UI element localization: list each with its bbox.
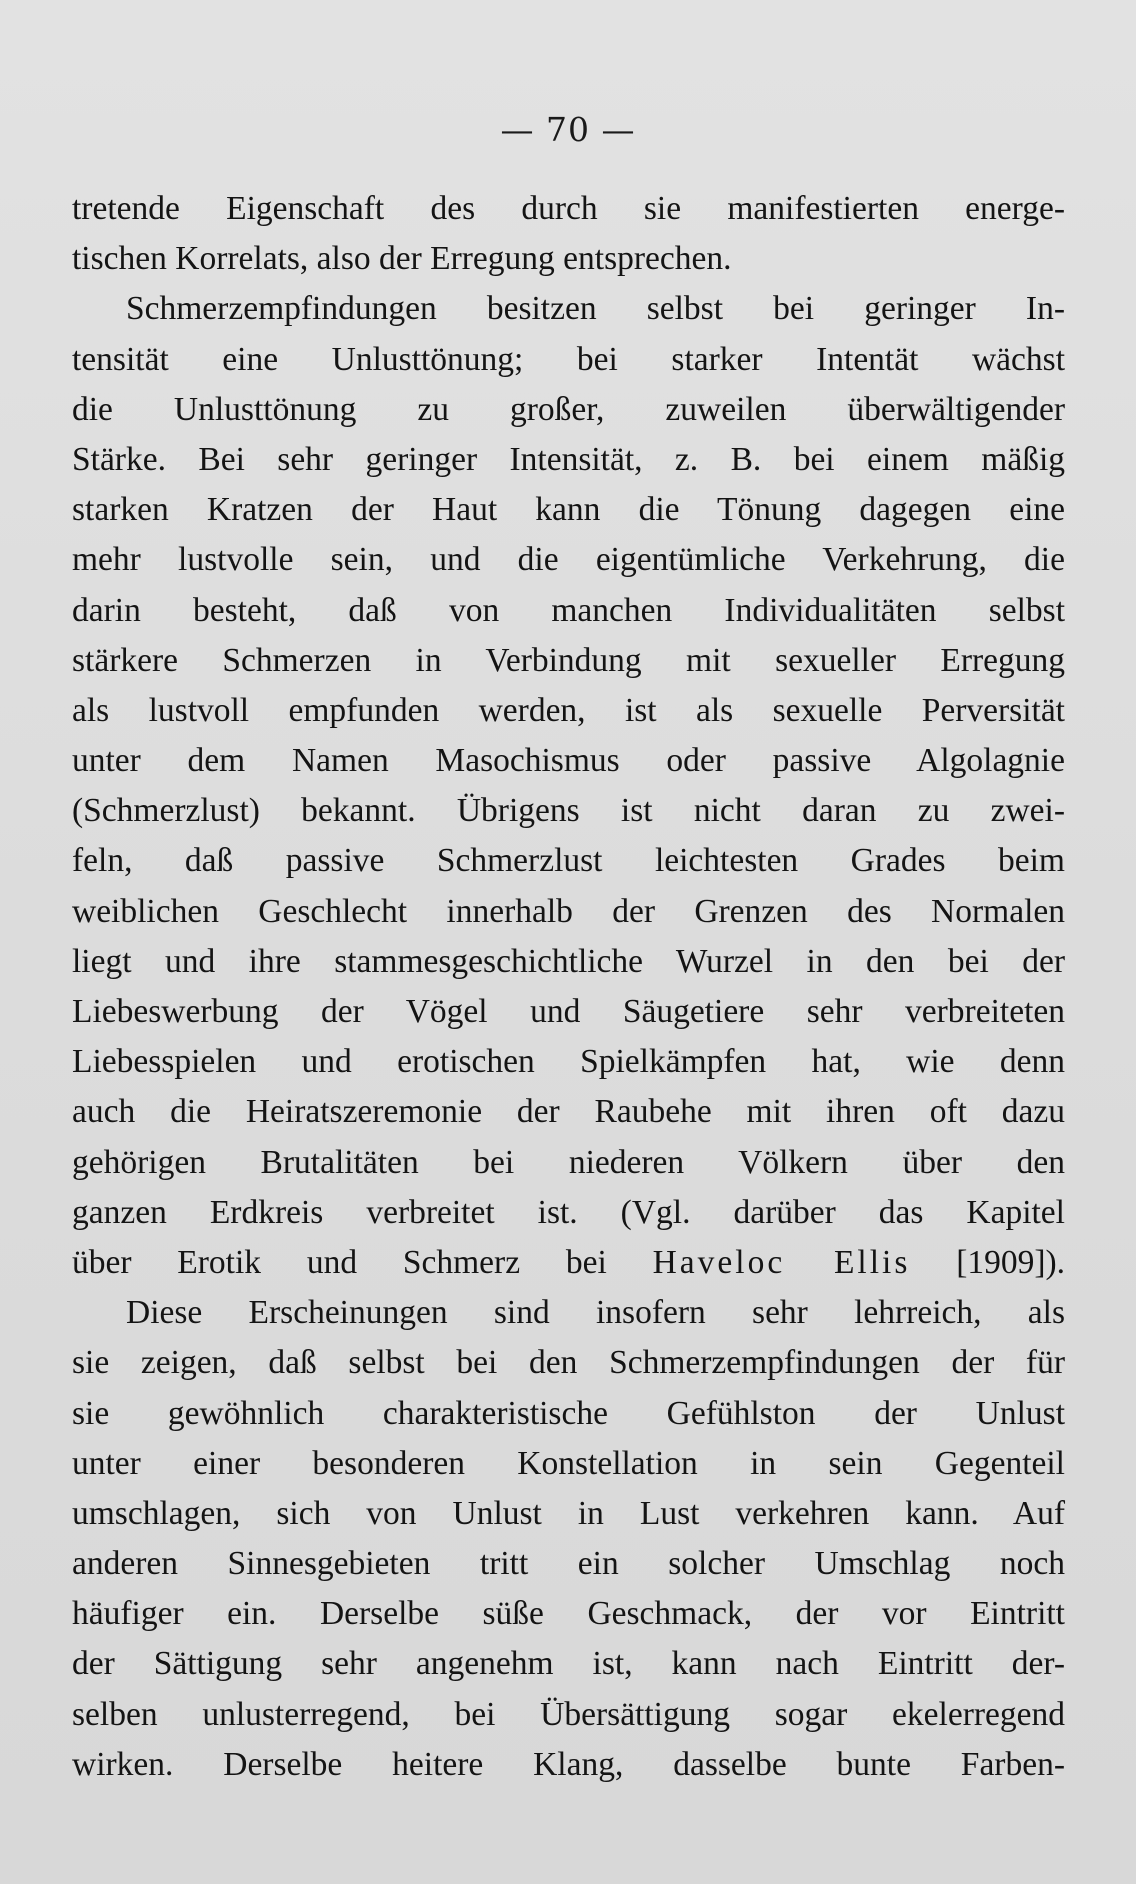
text-line: stärkere Schmerzen in Verbindung mit sexueller Erregung — [72, 641, 1065, 679]
citation-year: [1909]). — [956, 1243, 1066, 1281]
text-line: die Unlusttönung zu großer, zuweilen überwältigender — [72, 390, 1065, 428]
text-line: sie gewöhnlich charakteristische Gefühlston der Unlust — [72, 1394, 1065, 1432]
page-number: — 70 — — [500, 110, 636, 149]
text-line: starken Kratzen der Haut kann die Tönung dagegen eine — [72, 491, 1065, 529]
text-line: umschlagen, sich von Unlust in Lust verkehren kann. Auf — [72, 1494, 1065, 1532]
text-line: auch die Heiratszeremonie der Raubehe mit ihren oft dazu — [72, 1093, 1065, 1131]
text-line: unter dem Namen Masochismus oder passive Algolagnie — [72, 742, 1065, 780]
paragraph-first-line: Diese Erscheinungen sind insofern sehr lehrreich, als — [126, 1294, 1065, 1332]
text-line: tensität eine Unlusttönung; bei starker Intentät wächst — [72, 340, 1065, 378]
paragraph-first-line: Schmerzempfindungen besitzen selbst bei geringer In- — [126, 290, 1065, 328]
body-text — [72, 184, 1065, 1790]
text-line: gehörigen Brutalitäten bei niederen Völkern über den — [72, 1143, 1065, 1181]
text-line: Liebeswerbung der Vögel und Säugetiere sehr verbreiteten — [72, 993, 1065, 1030]
text-line: tretende Eigenschaft des durch sie manifestierten energe- — [72, 190, 1065, 227]
text-line: (Schmerzlust) bekannt. Übrigens ist nicht daran zu zwei- — [72, 792, 1065, 830]
text-line: unter einer besonderen Konstellation in sein Gegenteil — [72, 1444, 1065, 1482]
text-line: als lustvoll empfunden werden, ist als sexuelle Perversität — [72, 691, 1065, 729]
text-line: weiblichen Geschlecht innerhalb der Grenzen des Normalen — [72, 892, 1065, 930]
text-line: Liebesspielen und erotischen Spielkämpfen hat, wie denn — [72, 1043, 1065, 1081]
text-line: tischen Korrelats, also der Erregung entsprechen. — [72, 240, 732, 278]
text-line: selben unlusterregend, bei Übersättigung sogar ekelerregend — [72, 1695, 1065, 1733]
text-line: anderen Sinnesgebieten tritt ein solcher Umschlag noch — [72, 1545, 1065, 1583]
text-line: der Sättigung sehr angenehm ist, kann nach Eintritt der- — [72, 1645, 1065, 1683]
text-line: ganzen Erdkreis verbreitet ist. (Vgl. darüber das Kapitel — [72, 1193, 1065, 1231]
text-line: mehr lustvolle sein, und die eigentümliche Verkehrung, die — [72, 541, 1065, 579]
text-line: häufiger ein. Derselbe süße Geschmack, der vor Eintritt — [72, 1595, 1065, 1633]
text-line: wirken. Derselbe heitere Klang, dasselbe bunte Farben- — [72, 1745, 1065, 1783]
citation-line — [72, 1238, 1065, 1288]
text-line: darin besteht, daß von manchen Individualitäten selbst — [72, 591, 1065, 629]
citation-author: Haveloc Ellis — [652, 1243, 911, 1281]
text-line: Stärke. Bei sehr geringer Intensität, z. B. bei einem mäßig — [72, 440, 1065, 478]
text-line: feln, daß passive Schmerzlust leichtesten Grades beim — [72, 842, 1065, 880]
text-line: sie zeigen, daß selbst bei den Schmerzempfindungen der für — [72, 1344, 1065, 1382]
text-line: liegt und ihre stammesgeschichtliche Wurzel in den bei der — [72, 942, 1065, 980]
citation-lead-text: über Erotik und Schmerz bei — [72, 1243, 607, 1281]
